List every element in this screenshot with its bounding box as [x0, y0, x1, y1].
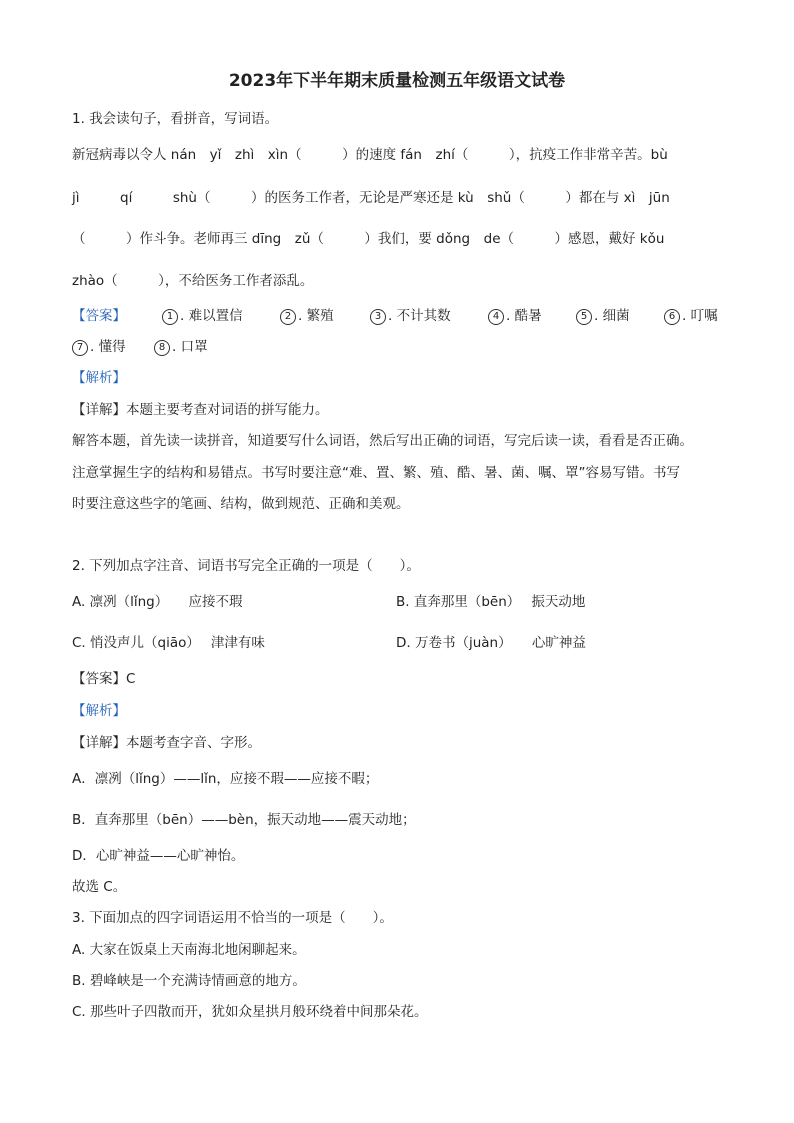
- q3-option-c: C. 那些叶子四散而开，犹如众星拱月般环绕着中间那朵花。: [72, 1004, 428, 1020]
- q1-detail-line: 【详解】本题主要考查对词语的拼写能力。: [72, 402, 329, 418]
- answer-text: . 酷暑: [506, 308, 542, 324]
- q1-passage-line: zhào（ ），不给医务工作者添乱。: [72, 273, 314, 289]
- q2-detail-line: A．凛冽（lǐng）——lǐn，应接不瑕——应接不暇；: [72, 771, 379, 787]
- page-title: 2023年下半年期末质量检测五年级语文试卷: [228, 71, 566, 91]
- q2-answer: 【答案】C: [72, 671, 136, 687]
- q1-answer-tag: 【答案】: [72, 308, 126, 324]
- circled-number: 5: [576, 309, 592, 325]
- circled-number: 2: [280, 309, 296, 325]
- answer-text: . 叮嘱: [682, 308, 718, 324]
- q1-answer-row: [72, 337, 208, 357]
- q2-option-c: C. 悄没声儿（qiāo） 津津有味: [72, 635, 265, 651]
- answer-item: [488, 306, 576, 326]
- answer-item: [370, 306, 488, 326]
- answer-item: [576, 306, 664, 326]
- circled-number: 4: [488, 309, 504, 325]
- answer-text: . 繁殖: [298, 308, 334, 324]
- circled-number: 3: [370, 309, 386, 325]
- q1-detail-line: 注意掌握生字的结构和易错点。书写时要注意“难、置、繁、殖、酷、暑、菌、嘱、罩”容易写错。书写: [72, 465, 680, 481]
- answer-item: [154, 337, 208, 357]
- answer-text: . 细菌: [594, 308, 630, 324]
- q1-detail-line: 时要注意这些字的笔画、结构，做到规范、正确和美观。: [72, 496, 410, 512]
- q2-prompt: 2. 下列加点字注音、词语书写完全正确的一项是（ ）。: [72, 558, 420, 574]
- answer-item: [664, 306, 718, 326]
- circled-number: 7: [72, 340, 88, 356]
- answer-text: . 不计其数: [388, 308, 451, 324]
- answer-text: . 口罩: [172, 339, 208, 355]
- q2-option-d: D. 万卷书（juàn） 心旷神益: [396, 635, 586, 651]
- q2-analysis-tag: 【解析】: [72, 703, 126, 719]
- answer-text: . 懂得: [90, 339, 126, 355]
- q1-detail-line: 解答本题，首先读一读拼音，知道要写什么词语，然后写出正确的词语，写完后读一读，看看是否正确。: [72, 433, 693, 449]
- q2-option-b: B. 直奔那里（bēn） 振天动地: [396, 594, 586, 610]
- circled-number: 8: [154, 340, 170, 356]
- q2-option-a: A. 凛冽（lǐng） 应接不瑕: [72, 594, 243, 610]
- q3-option-a: A. 大家在饭桌上天南海北地闲聊起来。: [72, 942, 306, 958]
- q2-detail-line: D．心旷神益——心旷神怡。: [72, 848, 245, 864]
- answer-text: . 难以置信: [180, 308, 243, 324]
- q2-detail-line: 故选 C。: [72, 879, 127, 895]
- answer-item: [280, 306, 370, 326]
- q1-passage-line: （ ）作斗争。老师再三 dīng zǔ（ ）我们，要 dǒng de（ ）感恩，戴好 kǒu: [72, 231, 665, 247]
- q3-prompt: 3. 下面加点的四字词语运用不恰当的一项是（ ）。: [72, 910, 393, 926]
- q1-prompt: 1. 我会读句子，看拼音，写词语。: [72, 111, 279, 127]
- q1-analysis-tag: 【解析】: [72, 370, 126, 386]
- q1-passage-line: jì qí shù（ ）的医务工作者，无论是严寒还是 kù shǔ（ ）都在与 xì jūn: [72, 190, 670, 206]
- circled-number: 1: [162, 309, 178, 325]
- q1-passage-line: 新冠病毒以令人 nán yǐ zhì xìn（ ）的速度 fán zhí（ ），抗疫工作非常辛苦。bù: [72, 147, 668, 163]
- answer-item: [72, 337, 154, 357]
- q2-detail-line: B．直奔那里（bēn）——bèn，振天动地——震天动地；: [72, 812, 416, 828]
- q3-option-b: B. 碧峰峡是一个充满诗情画意的地方。: [72, 973, 306, 989]
- answer-item: [162, 306, 280, 326]
- circled-number: 6: [664, 309, 680, 325]
- q1-answer-row: [162, 306, 718, 326]
- q2-detail-line: 【详解】本题考查字音、字形。: [72, 735, 261, 751]
